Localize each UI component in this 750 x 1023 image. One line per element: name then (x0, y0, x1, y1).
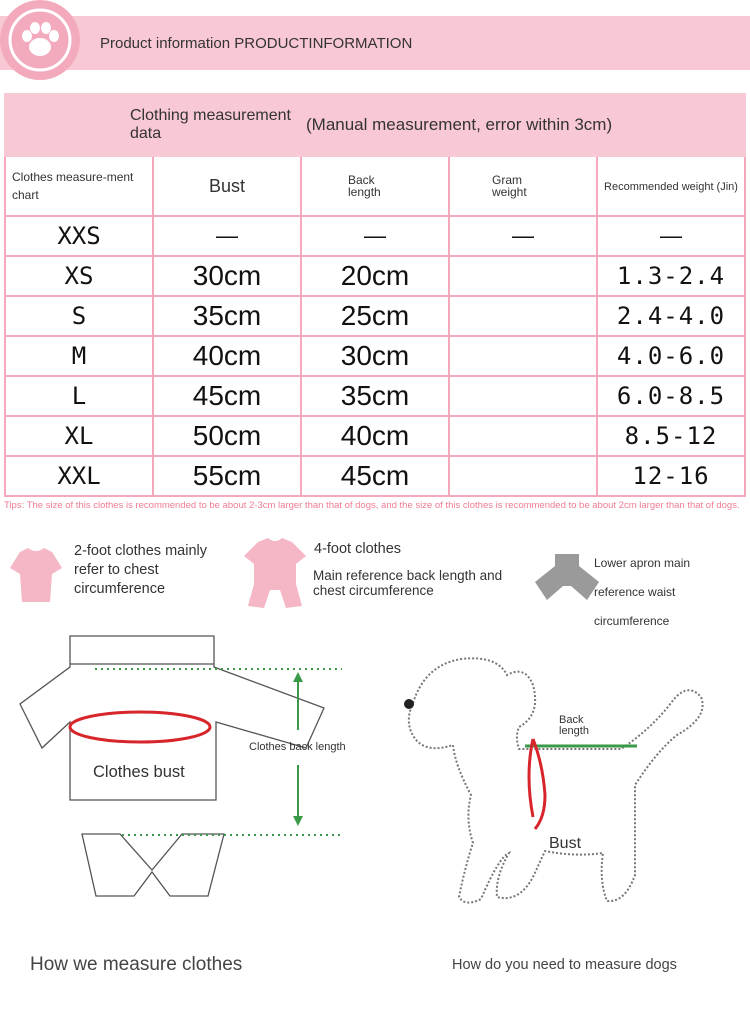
tips-text: Tips: The size of this clothes is recommended to be about 2-3cm larger than that of dogs, and the size of this clothes is recommended to be about 2cm larger than that of dogs. (4, 500, 740, 511)
four-foot-title: 4-foot clothes (314, 541, 402, 557)
dog-bust-label: Bust (549, 835, 582, 852)
four-foot-note: Main reference back length and chest circumference (313, 568, 503, 598)
cell-gram: — (512, 223, 534, 248)
cell-back: 35cm (340, 380, 410, 411)
table-row (5, 416, 745, 456)
cell-size: XXS (57, 222, 101, 250)
clothes-bust-label: Clothes bust (93, 763, 185, 781)
caption-dogs: How do you need to measure dogs (452, 957, 677, 973)
cell-size: XXL (57, 462, 101, 490)
cell-back: 40cm (340, 420, 410, 451)
table-row (5, 256, 745, 296)
table-row (5, 336, 745, 376)
page-title: Product information PRODUCTINFORMATION (100, 35, 413, 52)
table-row (5, 296, 745, 336)
table-header-row (5, 156, 745, 216)
header-gram-weight: Gram weight (492, 173, 527, 199)
clothes-measure-diagram (0, 620, 370, 920)
table-row (5, 216, 745, 256)
cell-weight: 12-16 (632, 462, 710, 490)
table-row (5, 376, 745, 416)
two-foot-clothes-icon (8, 546, 64, 604)
two-foot-note: 2-foot clothes mainly refer to chest circumference (74, 543, 207, 597)
four-foot-clothes-icon (242, 536, 308, 610)
cell-weight: 2.4-4.0 (616, 302, 726, 330)
cell-size: M (71, 342, 87, 370)
header-chart: Clothes measure-ment chart (12, 170, 134, 202)
caption-clothes: How we measure clothes (30, 954, 243, 975)
cell-size: S (71, 302, 87, 330)
cell-weight: — (660, 223, 682, 248)
dog-back-length-label: Back length (559, 714, 589, 737)
paw-icon (0, 0, 80, 80)
apron-icon (533, 552, 601, 604)
cell-bust: — (216, 223, 238, 248)
cell-size: XL (64, 422, 94, 450)
table-row (5, 456, 745, 496)
cell-back: 30cm (340, 340, 410, 371)
table-subtitle: (Manual measurement, error within 3cm) (306, 115, 613, 134)
cell-bust: 30cm (192, 260, 262, 291)
cell-back: 45cm (340, 460, 410, 491)
cell-bust: 45cm (192, 380, 262, 411)
clothes-back-length-label: Clothes back length (249, 741, 346, 753)
cell-bust: 55cm (192, 460, 262, 491)
logo-badge (0, 0, 80, 80)
cell-weight: 8.5-12 (624, 422, 718, 450)
dog-measure-diagram (395, 645, 735, 915)
cell-back: 25cm (340, 300, 410, 331)
cell-back: 20cm (340, 260, 410, 291)
cell-weight: 6.0-8.5 (616, 382, 726, 410)
cell-back: — (364, 223, 386, 248)
cell-size: L (71, 382, 87, 410)
cell-weight: 1.3-2.4 (616, 262, 726, 290)
header-bust: Bust (208, 175, 246, 196)
table-title-row (5, 94, 745, 156)
cell-weight: 4.0-6.0 (616, 342, 726, 370)
cell-size: XS (64, 262, 94, 290)
cell-bust: 50cm (192, 420, 262, 451)
header-recommended-weight: Recommended weight (Jin) (604, 181, 738, 193)
cell-bust: 35cm (192, 300, 262, 331)
header-back-length: Back length (348, 173, 381, 199)
table-title: Clothing measurement data (130, 107, 291, 142)
apron-note: Lower apron main reference waist circumference (594, 556, 691, 628)
cell-bust: 40cm (192, 340, 262, 371)
size-table (4, 93, 746, 497)
